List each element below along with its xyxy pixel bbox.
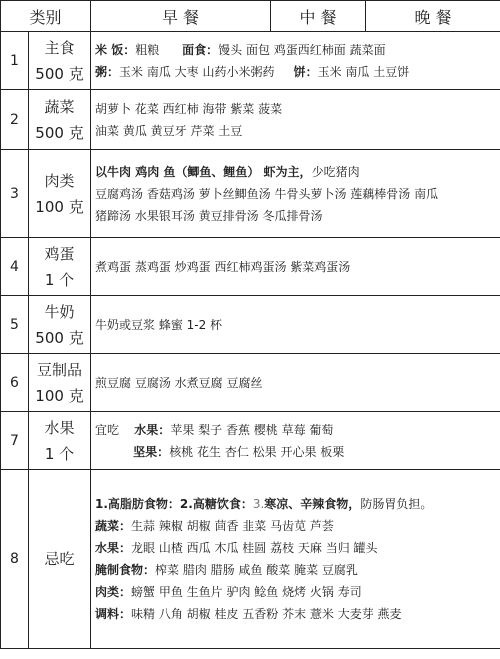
table-row	[1, 470, 500, 649]
row-number: 1	[1, 32, 29, 90]
header-breakfast: 早 餐	[91, 1, 271, 32]
row-content	[91, 150, 500, 238]
row-category	[29, 90, 91, 150]
table-row	[1, 90, 500, 150]
content-line	[95, 559, 496, 581]
category-name: 主食	[44, 38, 75, 57]
category-name: 肉类	[44, 171, 75, 190]
row-number: 6	[1, 354, 29, 412]
row-number: 5	[1, 296, 29, 354]
content-text: 水果：	[95, 541, 132, 555]
content-text: 宜吃	[95, 422, 120, 437]
content-text: 防肠胃负担。	[360, 497, 433, 511]
content-line	[95, 161, 496, 183]
row-number: 2	[1, 90, 29, 150]
row-content	[91, 238, 500, 296]
content-text: 核桃 花生 杏仁 松果 开心果 板栗	[169, 444, 345, 459]
content-text: 调料：	[95, 607, 132, 621]
category-amount: 100 克	[35, 386, 84, 405]
content-line	[95, 61, 496, 83]
content-text: 饼：	[293, 64, 318, 79]
content-text: 以牛肉 鸡肉 鱼（鲫鱼、鲤鱼） 虾为主，	[95, 164, 312, 179]
content-text	[159, 43, 182, 57]
content-line	[95, 120, 496, 142]
row-category	[29, 470, 91, 649]
row-number: 7	[1, 412, 29, 470]
table-row	[1, 354, 500, 412]
content-text: 米 饭：	[95, 42, 136, 57]
content-text: 3.	[252, 497, 265, 511]
header-category: 类别	[1, 1, 91, 32]
category-name: 鸡蛋	[44, 244, 75, 263]
content-line	[95, 419, 496, 441]
row-category	[29, 32, 91, 90]
header-row	[1, 1, 500, 32]
content-text: 煎豆腐 豆腐汤 水煮豆腐 豆腐丝	[95, 375, 263, 390]
table-row	[1, 32, 500, 90]
content-text: 玉米 南瓜 土豆饼	[317, 64, 410, 79]
row-category	[29, 296, 91, 354]
row-category	[29, 238, 91, 296]
content-text: 牛奶或豆浆 蜂蜜 1-2 杯	[95, 317, 223, 332]
row-content	[91, 412, 500, 470]
content-text	[274, 65, 293, 79]
content-line	[95, 581, 496, 603]
category-name: 牛奶	[44, 302, 75, 321]
content-text: 螃蟹 甲鱼 生鱼片 驴肉 鲶鱼 烧烤 火锅 寿司	[131, 585, 362, 599]
table-row	[1, 296, 500, 354]
content-text: 豆腐鸡汤 香菇鸡汤 萝卜丝鲫鱼汤 牛骨头萝卜汤 莲藕棒骨汤 南瓜	[95, 186, 439, 201]
content-text: 猪蹄汤 水果银耳汤 黄豆排骨汤 冬瓜排骨汤	[95, 208, 323, 223]
content-line	[95, 603, 496, 625]
content-text: 味精 八角 胡椒 桂皮 五香粉 芥末 薏米 大麦芽 燕麦	[131, 607, 402, 621]
content-text	[119, 423, 134, 437]
content-line	[95, 314, 496, 336]
category-name: 水果	[44, 418, 75, 437]
content-text: 馒头 面包 鸡蛋西红柿面 蔬菜面	[218, 42, 386, 57]
content-text: 蔬菜：	[95, 519, 132, 533]
content-text: 胡萝卜 花菜 西红柿 海带 紫菜 菠菜	[95, 101, 283, 116]
content-text: 少吃猪肉	[311, 164, 360, 179]
category-amount: 1 个	[44, 270, 75, 289]
content-text: 面食：	[182, 42, 219, 57]
content-text: 生蒜 辣椒 胡椒 茴香 韭菜 马齿苋 芦荟	[131, 519, 334, 533]
content-text: 腌制食物：	[95, 563, 156, 577]
content-text: 粥：	[95, 64, 120, 79]
row-content	[91, 32, 500, 90]
content-line	[95, 537, 496, 559]
content-text: 油菜 黄瓜 黄豆牙 芹菜 土豆	[95, 123, 243, 138]
content-text: 1.高脂肪食物：2.高糖饮食：	[95, 497, 253, 511]
content-line	[95, 183, 496, 205]
content-text: 煮鸡蛋 蒸鸡蛋 炒鸡蛋 西红柿鸡蛋汤 紫菜鸡蛋汤	[95, 259, 351, 274]
content-line	[95, 515, 496, 537]
table-row	[1, 150, 500, 238]
row-content	[91, 354, 500, 412]
content-line	[95, 493, 496, 515]
content-line	[95, 205, 496, 227]
row-category	[29, 150, 91, 238]
content-text: 肉类：	[95, 585, 132, 599]
row-number: 4	[1, 238, 29, 296]
row-content	[91, 296, 500, 354]
row-number: 8	[1, 470, 29, 649]
row-category	[29, 354, 91, 412]
category-amount: 100 克	[35, 197, 84, 216]
category-amount: 500 克	[35, 328, 84, 347]
content-line	[95, 372, 496, 394]
header-lunch: 中 餐	[271, 1, 366, 32]
row-number: 3	[1, 150, 29, 238]
content-text: 水果：	[134, 422, 171, 437]
content-line	[95, 39, 496, 61]
content-text	[95, 445, 133, 459]
content-text: 玉米 南瓜 大枣 山药小米粥药	[119, 64, 275, 79]
category-amount: 1 个	[44, 444, 75, 463]
category-name: 忌吃	[44, 550, 75, 568]
category-name: 蔬菜	[44, 97, 75, 116]
category-amount: 500 克	[35, 64, 84, 83]
content-text: 榨菜 腊肉 腊肠 咸鱼 酸菜 腌菜 豆腐乳	[155, 563, 358, 577]
category-name: 豆制品	[37, 360, 83, 379]
row-category	[29, 412, 91, 470]
header-dinner: 晚 餐	[366, 1, 500, 32]
content-text: 粗粮	[135, 42, 160, 57]
category-amount: 500 克	[35, 123, 84, 142]
content-text: 龙眼 山楂 西瓜 木瓜 桂圆 荔枝 天麻 当归 罐头	[131, 541, 378, 555]
content-line	[95, 256, 496, 278]
row-content	[91, 470, 500, 649]
content-text: 苹果 梨子 香蕉 樱桃 草莓 葡萄	[170, 422, 334, 437]
content-text: 坚果：	[133, 444, 170, 459]
table-row	[1, 412, 500, 470]
content-line	[95, 98, 496, 120]
row-content	[91, 90, 500, 150]
table-row	[1, 238, 500, 296]
content-line	[95, 441, 496, 463]
content-text: 寒凉、辛辣食物，	[264, 497, 361, 511]
